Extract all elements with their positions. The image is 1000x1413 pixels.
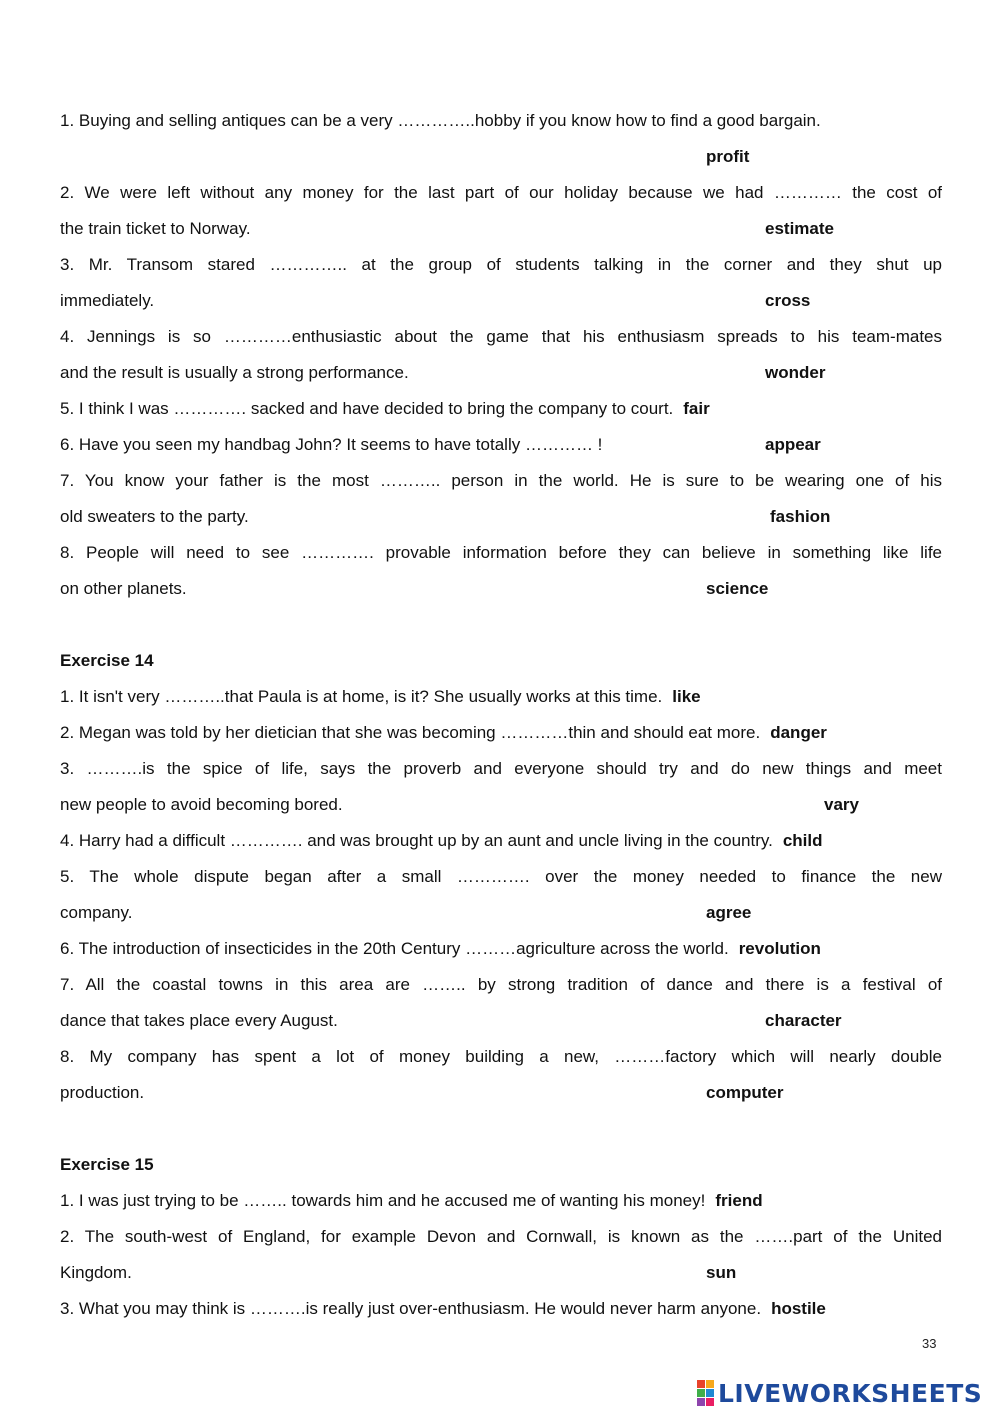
exercise-item-line <box>60 679 942 715</box>
exercise-item-line <box>60 967 942 1003</box>
spacer <box>60 607 942 643</box>
keyword: profit <box>706 147 750 166</box>
logo-square <box>706 1380 714 1388</box>
exercise-item-line <box>60 463 942 499</box>
logo-square <box>697 1389 705 1397</box>
item-text: on other planets. <box>60 579 187 598</box>
logo-square <box>697 1398 705 1406</box>
keyword: friend <box>715 1191 763 1210</box>
exercise-item-line <box>60 571 942 607</box>
item-text: 7. All the coastal towns in this area are …….. by strong tradition of dance and there is a festival of <box>60 975 942 994</box>
keyword: hostile <box>771 1299 826 1318</box>
keyword: revolution <box>738 939 821 958</box>
exercise-item-line <box>60 1219 942 1255</box>
exercise-item-line <box>60 283 942 319</box>
item-text: 1. It isn't very ………..that Paula is at home, is it? She usually works at this time. <box>60 687 663 706</box>
item-text: old sweaters to the party. <box>60 507 249 526</box>
page-number: 33 <box>922 1336 937 1351</box>
exercise-item-line <box>60 715 942 751</box>
keyword: computer <box>706 1083 784 1102</box>
keyword: science <box>706 579 769 598</box>
item-text: 1. Buying and selling antiques can be a very …………..hobby if you know how to find a good bargain. <box>60 111 821 130</box>
keyword: like <box>672 687 701 706</box>
item-text: company. <box>60 903 133 922</box>
exercise-item-line <box>60 1003 942 1039</box>
exercise-item-line <box>60 211 942 247</box>
logo-text: LIVEWORKSHEETS <box>718 1378 983 1408</box>
keyword: danger <box>770 723 827 742</box>
item-text: 7. You know your father is the most ……….. person in the world. He is sure to be wearing one of his <box>60 471 942 490</box>
item-text: 6. The introduction of insecticides in the 20th Century ………agriculture across the world. <box>60 939 729 958</box>
item-text: new people to avoid becoming bored. <box>60 795 343 814</box>
item-text: 5. I think I was …………. sacked and have decided to bring the company to court. <box>60 399 674 418</box>
keyword: fair <box>683 399 710 418</box>
exercise-item-line <box>60 859 942 895</box>
item-text: 8. People will need to see …………. provable information before they can believe in something like life <box>60 543 942 562</box>
exercise-item-line <box>60 1039 942 1075</box>
exercise-item-line <box>60 499 942 535</box>
item-text: the train ticket to Norway. <box>60 219 251 238</box>
exercise-item-line <box>60 1183 942 1219</box>
logo-square <box>697 1380 705 1388</box>
exercise-item-line <box>60 355 942 391</box>
exercise-item-line <box>60 1075 942 1111</box>
exercise-item-line <box>60 1291 942 1327</box>
keyword: character <box>765 1011 842 1030</box>
item-text: production. <box>60 1083 145 1102</box>
exercise-item-line <box>60 895 942 931</box>
item-text: Kingdom. <box>60 1263 132 1282</box>
liveworksheets-logo <box>697 1378 982 1408</box>
keyword: appear <box>765 435 821 454</box>
item-text: 3. What you may think is ……….is really just over-enthusiasm. He would never harm anyone. <box>60 1299 762 1318</box>
spacer <box>60 1111 942 1147</box>
keyword-line <box>60 139 942 175</box>
item-text: 5. The whole dispute began after a small …………. over the money needed to finance the new <box>60 867 942 886</box>
keyword: child <box>782 831 823 850</box>
logo-square <box>706 1398 714 1406</box>
item-text: 6. Have you seen my handbag John? It seems to have totally ………… ! <box>60 435 603 454</box>
item-text: and the result is usually a strong performance. <box>60 363 409 382</box>
exercise-item-line <box>60 823 942 859</box>
keyword: fashion <box>770 507 831 526</box>
item-text: immediately. <box>60 291 155 310</box>
logo-square <box>706 1389 714 1397</box>
item-text: dance that takes place every August. <box>60 1011 338 1030</box>
exercise-item-line <box>60 427 942 463</box>
exercise-15-title: Exercise 15 <box>60 1155 154 1174</box>
item-text: 8. My company has spent a lot of money building a new, ………factory which will nearly double <box>60 1047 942 1066</box>
item-text: 3. Mr. Transom stared ………….. at the group of students talking in the corner and they shut up <box>60 255 942 274</box>
item-text: 1. I was just trying to be …….. towards him and he accused me of wanting his money! <box>60 1191 706 1210</box>
keyword: estimate <box>765 219 834 238</box>
exercise-item-line <box>60 931 942 967</box>
exercise-item-line <box>60 787 942 823</box>
exercise-item-line <box>60 319 942 355</box>
item-text: 4. Jennings is so …………enthusiastic about the game that his enthusiasm spreads to his team-mates <box>60 327 942 346</box>
exercise-item-line <box>60 247 942 283</box>
exercise-item-line <box>60 1255 942 1291</box>
keyword: wonder <box>765 363 826 382</box>
keyword: agree <box>706 903 752 922</box>
keyword: vary <box>824 795 859 814</box>
keyword: sun <box>706 1263 737 1282</box>
logo-mark-icon <box>697 1380 714 1406</box>
item-text: 3. ……….is the spice of life, says the proverb and everyone should try and do new things and meet <box>60 759 942 778</box>
item-text: 2. We were left without any money for the last part of our holiday because we had ………… the cost of <box>60 183 942 202</box>
exercise-item-line <box>60 175 942 211</box>
exercise-item-line <box>60 103 942 139</box>
item-text: 4. Harry had a difficult …………. and was brought up by an aunt and uncle living in the country. <box>60 831 773 850</box>
exercise-item-line <box>60 391 942 427</box>
keyword: cross <box>765 291 811 310</box>
item-text: 2. Megan was told by her dietician that she was becoming …………thin and should eat more. <box>60 723 761 742</box>
worksheet-page <box>60 103 942 1327</box>
exercise-item-line <box>60 535 942 571</box>
item-text: 2. The south-west of England, for example Devon and Cornwall, is known as the …….part of the United <box>60 1227 942 1246</box>
exercise-14-title: Exercise 14 <box>60 651 154 670</box>
exercise-item-line <box>60 751 942 787</box>
